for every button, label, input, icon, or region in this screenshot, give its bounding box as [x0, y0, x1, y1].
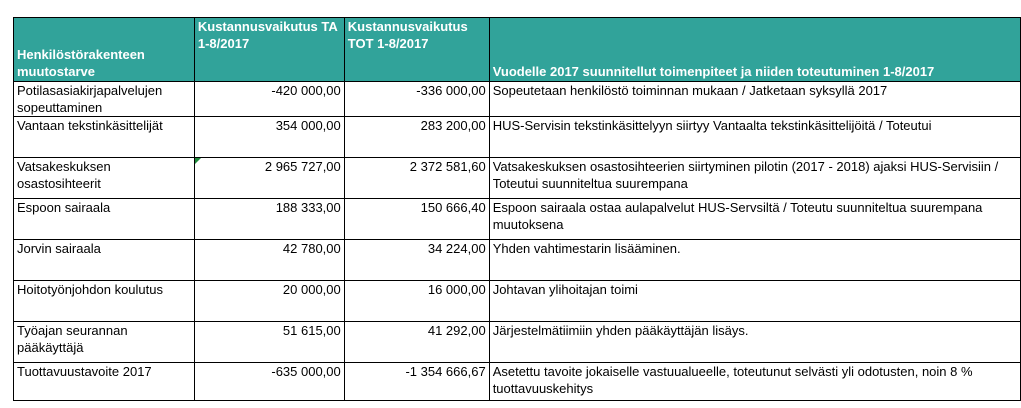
- row-name: Vantaan tekstinkäsittelijät: [14, 117, 195, 158]
- table-row: [14, 322, 1021, 363]
- row-name: Vatsakeskuksen osastosihteerit: [14, 158, 195, 199]
- row-name: Työajan seurannan pääkäyttäjä: [14, 322, 195, 363]
- row-desc: Järjestelmätiimiin yhden pääkäyttäjän lisäys.: [489, 322, 1020, 363]
- table-row: [14, 158, 1021, 199]
- header-row: [14, 18, 1021, 82]
- table-row: [14, 281, 1021, 322]
- row-tot: 2 372 581,60: [344, 158, 489, 199]
- row-ta: -420 000,00: [194, 82, 344, 117]
- table-row: [14, 82, 1021, 117]
- row-desc: HUS-Servisin tekstinkäsittelyyn siirtyy Vantaalta tekstinkäsittelijöitä / Toteutui: [489, 117, 1020, 158]
- row-ta: 354 000,00: [194, 117, 344, 158]
- row-tot: 41 292,00: [344, 322, 489, 363]
- row-name: Hoitotyönjohdon koulutus: [14, 281, 195, 322]
- cost-impact-table: [13, 17, 1021, 401]
- row-desc: Espoon sairaala ostaa aulapalvelut HUS-Servsiltä / Toteutu suunniteltua suurempana muutoksena: [489, 199, 1020, 240]
- row-desc: Yhden vahtimestarin lisääminen.: [489, 240, 1020, 281]
- header-measures: Vuodelle 2017 suunnitellut toimenpiteet ja niiden toteutuminen 1-8/2017: [489, 18, 1020, 82]
- row-tot: 283 200,00: [344, 117, 489, 158]
- row-desc: Vatsakeskuksen osastosihteerien siirtyminen pilotin (2017 - 2018) ajaksi HUS-Servisiin / Toteutui suunniteltua suurempana: [489, 158, 1020, 199]
- header-change-need: Henkilöstörakenteen muutostarve: [14, 18, 195, 82]
- table-row: [14, 240, 1021, 281]
- row-desc: Asetettu tavoite jokaiselle vastuualueelle, toteutunut selvästi yli odotusten, noin 8 % tuottavuuskehitys: [489, 363, 1020, 401]
- row-ta: 2 965 727,00: [194, 158, 344, 199]
- row-ta: 188 333,00: [194, 199, 344, 240]
- row-ta: 42 780,00: [194, 240, 344, 281]
- row-name: Tuottavuustavoite 2017: [14, 363, 195, 401]
- row-tot: 34 224,00: [344, 240, 489, 281]
- row-name: Espoon sairaala: [14, 199, 195, 240]
- row-name: Jorvin sairaala: [14, 240, 195, 281]
- row-tot: 16 000,00: [344, 281, 489, 322]
- row-name: Potilasasiakirjapalvelujen sopeuttaminen: [14, 82, 195, 117]
- header-cost-ta: Kustannusvaikutus TA 1-8/2017: [194, 18, 344, 82]
- row-tot: -336 000,00: [344, 82, 489, 117]
- row-ta: 20 000,00: [194, 281, 344, 322]
- row-tot: 150 666,40: [344, 199, 489, 240]
- row-desc: Johtavan ylihoitajan toimi: [489, 281, 1020, 322]
- table-row: [14, 199, 1021, 240]
- row-ta: -635 000,00: [194, 363, 344, 401]
- table-row: [14, 363, 1021, 401]
- row-tot: -1 354 666,67: [344, 363, 489, 401]
- table-row: [14, 117, 1021, 158]
- row-ta: 51 615,00: [194, 322, 344, 363]
- header-cost-tot: Kustannusvaikutus TOT 1-8/2017: [344, 18, 489, 82]
- row-desc: Sopeutetaan henkilöstö toiminnan mukaan / Jatketaan syksyllä 2017: [489, 82, 1020, 117]
